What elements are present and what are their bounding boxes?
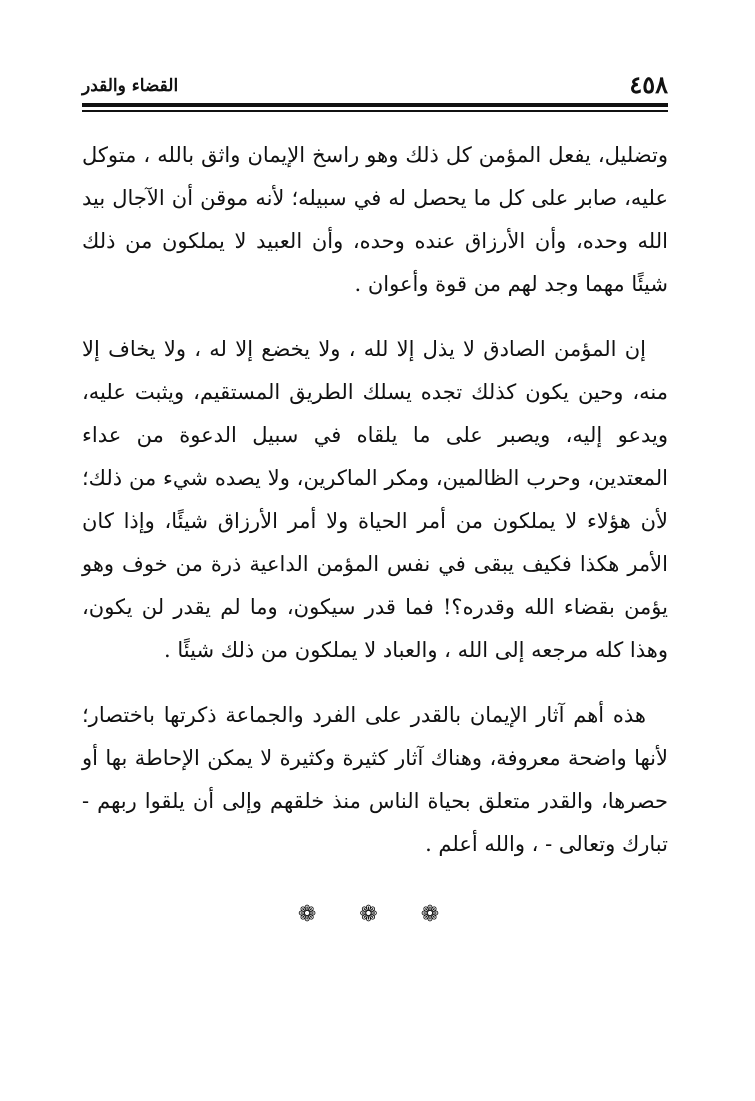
page-header <box>82 70 668 100</box>
section-end-ornament <box>0 902 755 927</box>
header-rule-thick <box>82 103 668 107</box>
body-text <box>82 134 668 888</box>
ornament-flower-icon: ❁ <box>359 902 396 927</box>
paragraph-3: هذه أهم آثار الإيمان بالقدر على الفرد والجماعة ذكرتها باختصار؛ لأنها واضحة معروفة، وهناك آثار كثيرة وكثيرة لا يمكن الإحاطة بها أو حصرها، والقدر متعلق بحياة الناس منذ خلقهم وإلى أن يلقوا ربهم - تبارك وتعالى - ، والله أعلم . <box>82 703 668 856</box>
paragraph-1: وتضليل، يفعل المؤمن كل ذلك وهو راسخ الإيمان واثق بالله ، متوكل عليه، صابر على كل ما يحصل له في سبيله؛ لأنه موقن أن الآجال بيد الله وحده، وأن الأرزاق عنده وحده، وأن العبيد لا يملكون من ذلك شيئًا مهما وجد لهم من قوة وأعوان . <box>82 143 668 296</box>
ornament-flower-icon: ❁ <box>297 902 335 927</box>
page-number: ٤٥٨ <box>629 70 668 99</box>
ornament-flower-icon: ❁ <box>420 902 458 927</box>
header-rule-thin <box>82 110 668 112</box>
paragraph-2: إن المؤمن الصادق لا يذل إلا لله ، ولا يخضع إلا له ، ولا يخاف إلا منه، وحين يكون كذلك تجده يسلك الطريق المستقيم، ويثبت عليه، ويدعو إليه، ويصبر على ما يلقاه في سبيل الدعوة من عداء المعتدين، وحرب الظالمين، ومكر الماكرين، ولا يصده شيء من ذلك؛ لأن هؤلاء لا يملكون من أمر الحياة ولا أمر الأرزاق شيئًا، وإذا كان الأمر هكذا فكيف يبقى في نفس المؤمن الداعية ذرة من خوف وهو يؤمن بقضاء الله وقدره؟! فما قدر سيكون، وما لم يقدر لن يكون، وهذا كله مرجعه إلى الله ، والعباد لا يملكون من ذلك شيئًا . <box>82 337 668 662</box>
running-title: القضاء والقدر <box>82 76 179 96</box>
